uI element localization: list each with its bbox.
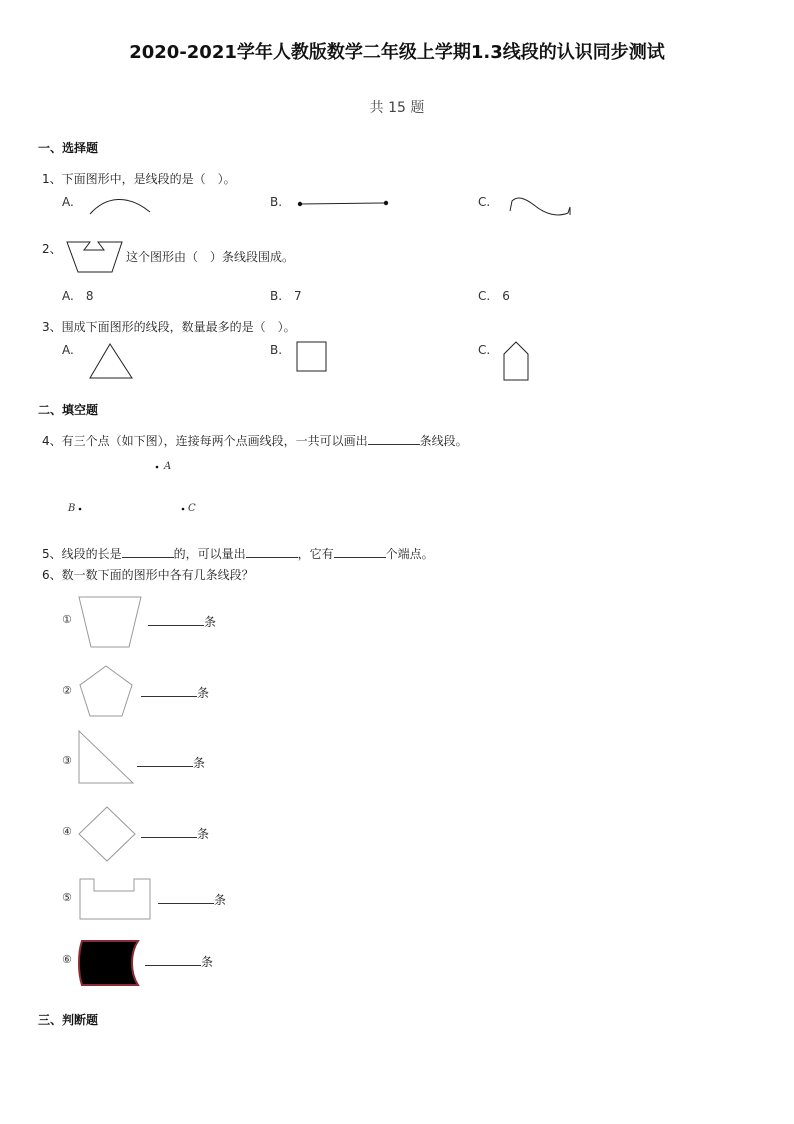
q3-option-b-label: B. <box>270 343 283 357</box>
q1-option-c-wavy-line <box>506 193 576 221</box>
q6-item-3-right-triangle-figure <box>77 729 137 785</box>
q4-answer-blank[interactable] <box>368 433 420 445</box>
q4-point-a-label: A <box>164 461 172 472</box>
q6-item-1-blank[interactable] <box>148 614 204 626</box>
section-heading-judge: 三、判断题 <box>38 1013 99 1027</box>
q6-item-4-diamond-figure <box>77 805 137 863</box>
q6-item-2-mark: ② <box>62 684 72 697</box>
q5-blank-1[interactable] <box>122 546 174 558</box>
q1-option-a-label: A. <box>62 195 74 209</box>
q3-option-a-label: A. <box>62 343 74 357</box>
q1-option-a-curve <box>88 192 152 218</box>
q1-option-c-label: C. <box>478 195 491 209</box>
q6-item-2-pentagon-figure <box>78 664 134 720</box>
q6-item-5-answer <box>158 891 226 908</box>
q2-option-a: A. 8 <box>62 289 94 303</box>
q4-point-c-dot <box>180 506 186 512</box>
question-3-text: 3、围成下面图形的线段，数量最多的是（ ）。 <box>42 320 296 334</box>
q6-item-6-unit: 条 <box>201 955 214 969</box>
question-count: 共 15 题 <box>369 100 425 116</box>
q6-item-3-unit: 条 <box>193 756 206 770</box>
q5-blank-2[interactable] <box>246 546 298 558</box>
q6-item-1-mark: ① <box>62 613 72 626</box>
q3-triangle-figure <box>88 342 134 380</box>
section-heading-choice: 一、选择题 <box>38 141 99 155</box>
q5-part-1: 5、线段的长是 <box>42 547 122 561</box>
q6-item-2-answer <box>141 684 209 701</box>
q6-item-5-blank[interactable] <box>158 892 214 904</box>
q4-point-b-label: B <box>68 503 76 514</box>
q5-part-3: ，它有 <box>297 547 334 561</box>
q6-item-2-blank[interactable] <box>141 685 197 697</box>
q6-item-3-mark: ③ <box>62 754 72 767</box>
q6-item-6-curved-black-figure <box>78 937 140 989</box>
question-2-text: 这个图形由（ ）条线段围成。 <box>126 250 295 264</box>
q6-item-6-answer <box>145 953 213 970</box>
question-5-text <box>42 545 434 562</box>
q4-point-c-label: C <box>188 503 196 514</box>
q1-option-b-label: B. <box>270 195 283 209</box>
q6-item-4-unit: 条 <box>197 827 210 841</box>
q4-text-after: 条线段。 <box>419 434 468 448</box>
q6-item-1-unit: 条 <box>204 615 217 629</box>
q6-item-4-mark: ④ <box>62 825 72 838</box>
q1-option-b-segment <box>296 198 390 210</box>
q4-point-b-dot <box>77 506 83 512</box>
q6-item-5-mark: ⑤ <box>62 891 72 904</box>
q3-house-pentagon-figure <box>502 340 532 382</box>
q6-item-5-notched-rectangle-figure <box>78 877 154 922</box>
question-1-text: 1、下面图形中，是线段的是（ ）。 <box>42 172 236 186</box>
q5-part-2: 的，可以量出 <box>173 547 246 561</box>
section-heading-fill: 二、填空题 <box>38 403 99 417</box>
q2-option-b: B. 7 <box>270 289 302 303</box>
q6-item-4-blank[interactable] <box>141 826 197 838</box>
q6-item-2-unit: 条 <box>197 686 210 700</box>
page-title: 2020-2021学年人教版数学二年级上学期1.3线段的认识同步测试 <box>129 42 665 63</box>
question-4-text <box>42 432 468 449</box>
q2-option-c: C. 6 <box>478 289 510 303</box>
q5-blank-3[interactable] <box>334 546 386 558</box>
q4-text-before: 4、有三个点（如下图），连接每两个点画线段，一共可以画出 <box>42 434 368 448</box>
q6-item-6-blank[interactable] <box>145 954 201 966</box>
q6-item-3-blank[interactable] <box>137 755 193 767</box>
q3-square-figure <box>296 341 328 373</box>
q4-point-a-dot <box>154 464 160 470</box>
q2-polygon-figure <box>64 238 124 274</box>
question-2-number: 2、 <box>42 242 62 256</box>
q6-item-6-mark: ⑥ <box>62 953 72 966</box>
q6-item-5-unit: 条 <box>214 893 227 907</box>
q6-item-4-answer <box>141 825 209 842</box>
question-6-text: 6、数一数下面的图形中各有几条线段？ <box>42 568 254 582</box>
q3-option-c-label: C. <box>478 343 491 357</box>
q6-item-1-answer <box>148 613 216 630</box>
q6-item-3-answer <box>137 754 205 771</box>
q6-item-1-trapezoid-figure <box>77 595 143 649</box>
q5-part-4: 个端点。 <box>385 547 434 561</box>
